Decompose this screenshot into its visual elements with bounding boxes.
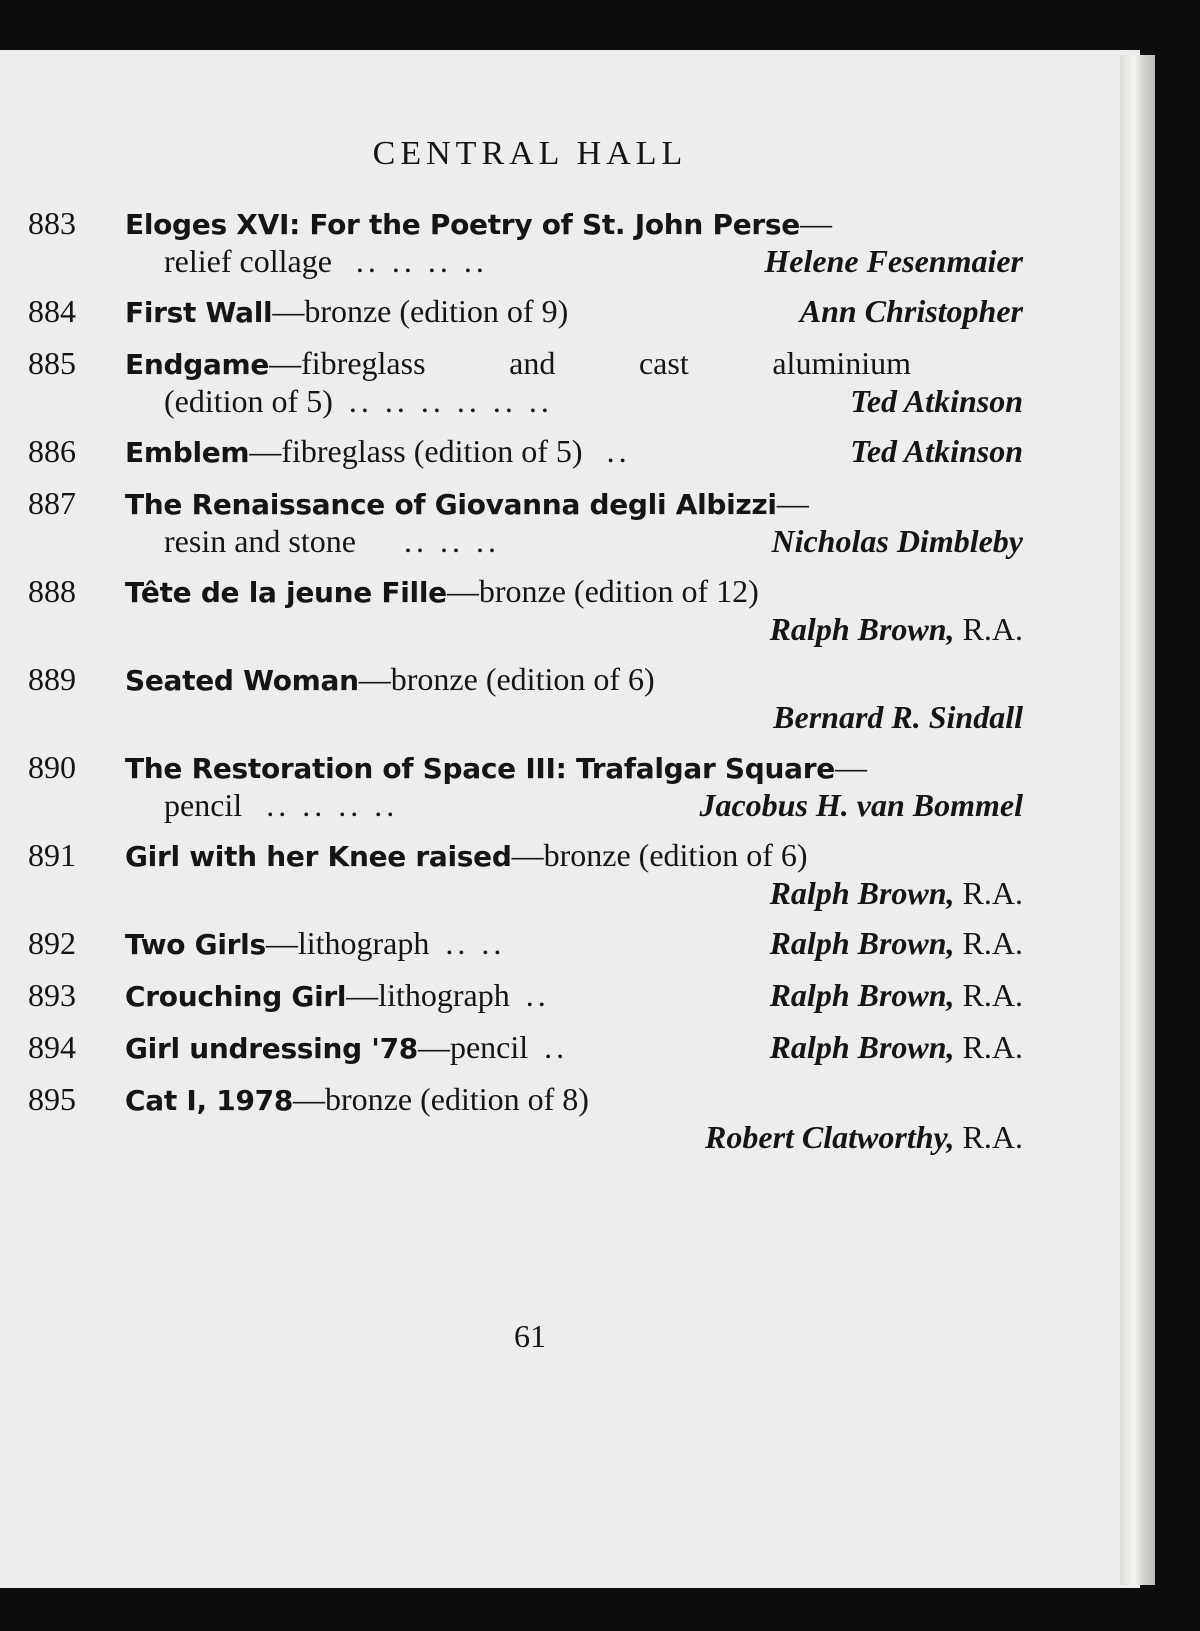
artist-suffix: R.A. bbox=[962, 1029, 1023, 1065]
entry-title: Two Girls bbox=[125, 928, 266, 961]
catalogue-entry bbox=[28, 573, 1023, 647]
catalogue-entry bbox=[28, 485, 1023, 559]
artist-suffix: R.A. bbox=[962, 925, 1023, 961]
leader-dots: .. .. .. .. bbox=[355, 243, 488, 279]
entry-artist: Ralph Brown, bbox=[769, 1029, 955, 1065]
leader-dots: .. bbox=[606, 433, 631, 469]
leader-dots: .. .. .. bbox=[403, 523, 500, 559]
entry-title: Tête de la jeune Fille bbox=[125, 576, 447, 609]
leader-dots: .. .. .. .. .. .. bbox=[348, 383, 553, 419]
entry-number: 895 bbox=[28, 1081, 76, 1117]
catalogue-entry bbox=[28, 205, 1023, 279]
catalogue-list bbox=[28, 205, 1023, 1155]
leader-dots: .. .. bbox=[445, 925, 506, 961]
entry-medium: —fibreglass (edition of 5) bbox=[249, 433, 583, 469]
entry-number: 894 bbox=[28, 1029, 76, 1065]
entry-title: Crouching Girl bbox=[125, 980, 347, 1013]
entry-title: Seated Woman bbox=[125, 664, 359, 697]
page-number: 61 bbox=[514, 1318, 546, 1354]
entry-number: 893 bbox=[28, 977, 76, 1013]
entry-title: Girl with her Knee raised bbox=[125, 840, 512, 873]
entry-artist: Ralph Brown, bbox=[769, 875, 955, 911]
entry-medium: relief collage bbox=[164, 243, 332, 279]
entry-title: Endgame bbox=[125, 348, 270, 381]
entry-medium: —bronze (edition of 8) bbox=[293, 1081, 589, 1117]
catalogue-entry bbox=[28, 661, 1023, 735]
entry-artist: Ralph Brown, bbox=[769, 611, 955, 647]
entry-medium-word: —fibreglass bbox=[269, 345, 426, 381]
catalogue-entry bbox=[28, 345, 1023, 419]
entry-medium: —bronze (edition of 6) bbox=[511, 837, 808, 873]
entry-title: The Restoration of Space III: Trafalgar Square bbox=[125, 752, 835, 785]
entry-artist: Ann Christopher bbox=[799, 293, 1023, 329]
entry-medium-word: cast bbox=[638, 345, 689, 381]
artist-suffix: R.A. bbox=[962, 611, 1023, 647]
entry-number: 883 bbox=[28, 205, 76, 241]
entry-medium: pencil bbox=[164, 787, 243, 823]
entry-artist: Bernard R. Sindall bbox=[773, 699, 1023, 735]
entry-number: 888 bbox=[28, 573, 76, 609]
entry-number: 887 bbox=[28, 485, 76, 521]
artist-suffix: R.A. bbox=[962, 977, 1023, 1013]
catalogue-entry bbox=[28, 293, 1023, 331]
catalogue-entry bbox=[28, 433, 1023, 471]
entry-medium-word: and bbox=[509, 345, 556, 381]
entry-artist: Nicholas Dimbleby bbox=[771, 523, 1023, 559]
entry-number: 885 bbox=[28, 345, 76, 381]
entry-artist: Jacobus H. van Bommel bbox=[699, 787, 1023, 823]
leader-dots: .. bbox=[544, 1029, 569, 1065]
entry-medium: —bronze (edition of 9) bbox=[272, 293, 569, 329]
entry-medium-word: aluminium bbox=[772, 345, 911, 381]
artist-suffix: R.A. bbox=[962, 875, 1023, 911]
entry-number: 890 bbox=[28, 749, 76, 785]
catalogue-entry bbox=[28, 1081, 1023, 1155]
entry-medium: (edition of 5) bbox=[164, 383, 333, 419]
entry-dash: — bbox=[834, 749, 867, 785]
entry-number: 892 bbox=[28, 925, 76, 961]
entry-title: Emblem bbox=[125, 436, 250, 469]
entry-number: 889 bbox=[28, 661, 76, 697]
entry-medium: —bronze (edition of 12) bbox=[446, 573, 759, 609]
entry-number: 886 bbox=[28, 433, 76, 469]
entry-dash: — bbox=[776, 485, 809, 521]
catalogue-entry bbox=[28, 925, 1023, 963]
entry-title: Cat I, 1978 bbox=[125, 1084, 294, 1117]
entry-medium: —bronze (edition of 6) bbox=[358, 661, 655, 697]
entry-title: First Wall bbox=[125, 296, 273, 329]
entry-number: 884 bbox=[28, 293, 76, 329]
entry-medium: —lithograph bbox=[265, 925, 430, 961]
entry-artist: Ted Atkinson bbox=[850, 433, 1023, 469]
entry-title: Eloges XVI: For the Poetry of St. John Perse bbox=[125, 208, 800, 241]
entry-artist: Robert Clatworthy, bbox=[705, 1119, 955, 1155]
artist-suffix: R.A. bbox=[962, 1119, 1023, 1155]
entry-artist: Helene Fesenmaier bbox=[764, 243, 1023, 279]
entry-medium: —pencil bbox=[417, 1029, 529, 1065]
catalogue-entry bbox=[28, 749, 1023, 823]
catalogue-entry bbox=[28, 1029, 1023, 1067]
entry-number: 891 bbox=[28, 837, 76, 873]
page-edge bbox=[1120, 55, 1155, 1585]
entry-artist: Ralph Brown, bbox=[769, 977, 955, 1013]
entry-artist: Ralph Brown, bbox=[769, 925, 955, 961]
entry-medium: resin and stone bbox=[164, 523, 356, 559]
entry-dash: — bbox=[799, 205, 832, 241]
entry-artist: Ted Atkinson bbox=[850, 383, 1023, 419]
catalogue-entry bbox=[28, 977, 1023, 1015]
leader-dots: .. bbox=[525, 977, 550, 1013]
entry-medium: —lithograph bbox=[346, 977, 510, 1013]
page-heading: CENTRAL HALL bbox=[372, 135, 688, 172]
catalogue-entry bbox=[28, 837, 1023, 911]
entry-title: Girl undressing '78 bbox=[125, 1032, 418, 1065]
leader-dots: .. .. .. .. bbox=[266, 787, 399, 823]
entry-title: The Renaissance of Giovanna degli Albizzi bbox=[125, 488, 777, 521]
